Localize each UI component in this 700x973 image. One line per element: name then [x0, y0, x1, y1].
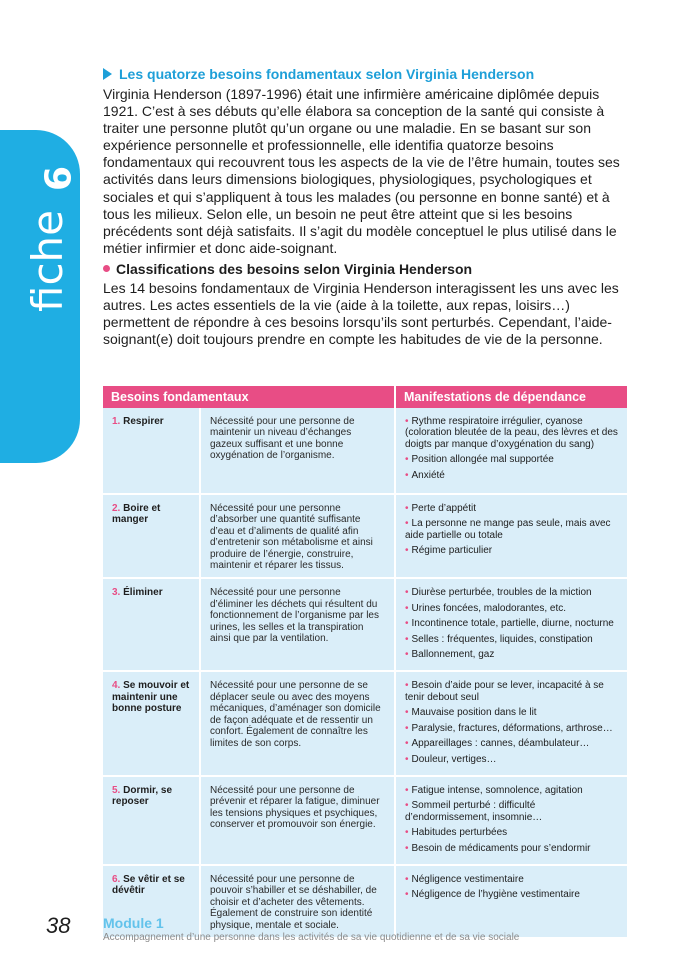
list-item [405, 827, 618, 838]
bullet-icon: • [405, 827, 409, 839]
module-title: Module 1 [103, 915, 164, 931]
manifestation-text: Paralysie, fractures, déformations, arthrose… [411, 722, 613, 734]
manifestation-text: Ballonnement, gaz [411, 649, 495, 661]
besoin-description: Nécessité pour une personne de prévenir et réparer la fatigue, diminuer les tensions physiques et psychiques, conserver et promouvoir son énergie. [200, 776, 395, 865]
list-item [405, 587, 618, 598]
list-item [405, 874, 618, 885]
besoin-number: 4. [112, 680, 121, 692]
bullet-icon: • [405, 707, 409, 719]
besoin-number: 6. [112, 873, 121, 885]
besoin-number: 5. [112, 784, 121, 796]
besoin-name-cell [103, 578, 200, 671]
besoin-name-cell [103, 408, 200, 494]
besoin-name-cell [103, 776, 200, 865]
section-title: Les quatorze besoins fondamentaux selon Virginia Henderson [119, 66, 535, 82]
manifestation-text: Anxiété [411, 469, 445, 481]
manifestation-text: Perte d’appétit [411, 503, 477, 514]
manifestations-cell [395, 671, 627, 775]
table-row [103, 671, 627, 775]
besoin-name: Dormir, se reposer [112, 784, 173, 808]
table-header-row [103, 386, 627, 408]
manifestation-text: Douleur, vertiges… [411, 753, 497, 765]
manifestation-text: Régime particulier [411, 545, 493, 557]
main-content [103, 66, 628, 348]
list-item [405, 754, 618, 765]
bullet-icon: • [405, 753, 409, 765]
manifestation-text: Besoin de médicaments pour s’endormir [411, 842, 591, 854]
manifestation-text: Appareillages : cannes, déambulateur… [411, 738, 590, 750]
list-item [405, 738, 618, 749]
besoin-name-cell [103, 494, 200, 578]
table-row [103, 494, 627, 578]
bullet-icon: • [405, 618, 409, 630]
manifestation-text: Incontinence totale, partielle, diurne, nocturne [411, 618, 614, 630]
manifestation-text: Négligence de l’hygiène vestimentaire [411, 889, 580, 901]
manifestation-text: Rythme respiratoire irrégulier, cyanose (coloration bleutée de la peau, des lèvres et des doigts par manque d’oxygénation du sang) [405, 416, 618, 450]
page-number: 38 [46, 913, 71, 938]
bullet-icon: • [405, 889, 409, 901]
manifestation-text: Fatigue intense, somnolence, agitation [411, 784, 583, 796]
list-item [405, 603, 618, 614]
table-row [103, 865, 627, 938]
subsection-heading [103, 261, 628, 277]
manifestation-text: Mauvaise position dans le lit [411, 707, 537, 719]
triangle-bullet-icon [103, 68, 112, 80]
manifestation-text: Urines foncées, malodorantes, etc. [411, 602, 567, 614]
header-manifestations: Manifestations de dépendance [395, 386, 627, 408]
list-item [405, 503, 618, 514]
manifestation-text: Diurèse perturbée, troubles de la miction [411, 587, 592, 599]
bullet-icon: • [405, 545, 409, 557]
subsection-title: Classifications des besoins selon Virginia Henderson [116, 260, 473, 277]
list-item [405, 518, 618, 541]
list-item [405, 545, 618, 556]
manifestations-list [405, 416, 618, 481]
besoin-name: Boire et manger [112, 503, 161, 526]
list-item [405, 723, 618, 734]
besoin-description: Nécessité pour une personne de pouvoir s’habiller et se déshabiller, de choisir et d’acheter des vêtements. Également de construire son identité physique, mentale et sociale. [200, 865, 395, 938]
bullet-icon: • [405, 873, 409, 885]
besoin-number: 3. [112, 587, 121, 599]
sub-paragraph: Les 14 besoins fondamentaux de Virginia Henderson interagissent les uns avec les autres. Les actes essentiels de la vie (aide à la toilette, aux repas, loisirs…) permettent de répondre à ces besoins lorsqu’ils sont perturbés. Cependant, l’aide-soignant(e) doit toujours prendre en compte les habitudes de vie de la personne. [103, 279, 619, 348]
fiche-label: fiche [23, 210, 72, 313]
bullet-icon: • [405, 469, 409, 481]
besoin-name: Éliminer [123, 587, 163, 599]
list-item [405, 470, 618, 481]
section-heading [103, 66, 628, 82]
besoins-table [103, 386, 627, 939]
list-item [405, 416, 618, 450]
table-row [103, 578, 627, 671]
bullet-icon: • [405, 680, 409, 692]
module-subtitle: Accompagnement d’une personne dans les activités de sa vie quotidienne et de sa vie sociale [103, 932, 520, 943]
besoin-description: Nécessité pour une personne de se déplacer seule ou avec des moyens mécaniques, d’aménager son domicile de façon adéquate et de ressentir un confort. Également de connaître les limites de son corps. [200, 671, 395, 775]
bullet-icon: • [405, 587, 409, 599]
list-item [405, 785, 618, 796]
bullet-icon: • [405, 454, 409, 466]
manifestations-cell [395, 494, 627, 578]
list-item [405, 707, 618, 718]
besoin-number: 2. [112, 503, 121, 514]
list-item [405, 649, 618, 660]
besoin-name-cell [103, 671, 200, 775]
manifestations-cell [395, 776, 627, 865]
manifestations-list [405, 874, 618, 901]
list-item [405, 618, 618, 629]
manifestations-list [405, 503, 618, 557]
besoin-name: Respirer [123, 416, 164, 427]
bullet-icon: • [405, 722, 409, 734]
bullet-icon: • [405, 518, 409, 530]
besoin-number: 1. [112, 416, 121, 427]
list-item [405, 800, 618, 823]
bullet-icon: • [405, 784, 409, 796]
bullet-icon: • [405, 800, 409, 812]
manifestation-text: Négligence vestimentaire [411, 873, 524, 885]
header-besoins: Besoins fondamentaux [103, 386, 395, 408]
bullet-icon: • [405, 649, 409, 661]
manifestations-cell [395, 865, 627, 938]
list-item [405, 634, 618, 645]
manifestation-text: Selles : fréquentes, liquides, constipation [411, 633, 593, 645]
manifestation-text: Position allongée mal supportée [411, 454, 554, 466]
besoin-description: Nécessité pour une personne d’absorber une quantité suffisante d’eau et d’aliments de qualité afin d’entretenir son métabolisme et ainsi produire de l’énergie, construire, maintenir et réparer les tissus. [200, 494, 395, 578]
bullet-icon: • [405, 633, 409, 645]
manifestation-text: Besoin d’aide pour se lever, incapacité à se tenir debout seul [405, 680, 604, 703]
table-row [103, 776, 627, 865]
table-row [103, 408, 627, 494]
manifestations-list [405, 680, 618, 764]
manifestation-text: Sommeil perturbé : difficulté d’endormissement, insomnie… [405, 800, 543, 823]
dot-bullet-icon [103, 265, 110, 272]
besoin-description: Nécessité pour une personne de maintenir un niveau d’échanges gazeux suffisant et une bonne oxygénation de l’organisme. [200, 408, 395, 494]
manifestations-list [405, 785, 618, 854]
manifestations-cell [395, 408, 627, 494]
list-item [405, 889, 618, 900]
list-item [405, 843, 618, 854]
manifestation-text: La personne ne mange pas seule, mais avec aide partielle ou totale [405, 518, 611, 541]
list-item [405, 454, 618, 465]
besoin-name: Se mouvoir et maintenir une bonne posture [112, 680, 190, 715]
bullet-icon: • [405, 842, 409, 854]
manifestation-text: Habitudes perturbées [411, 827, 508, 839]
bullet-icon: • [405, 602, 409, 614]
fiche-number: 9 [35, 165, 77, 192]
bullet-icon: • [405, 503, 409, 514]
besoin-name: Se vêtir et se dévêtir [112, 873, 185, 897]
bullet-icon: • [405, 416, 409, 427]
manifestations-list [405, 587, 618, 660]
manifestations-cell [395, 578, 627, 671]
besoin-description: Nécessité pour une personne d’éliminer les déchets qui résultent du fonctionnement de l’organisme par les urines, les selles et la transpiration ainsi que par la ventilation. [200, 578, 395, 671]
list-item [405, 680, 618, 703]
intro-paragraph: Virginia Henderson (1897-1996) était une infirmière américaine diplômée depuis 1921. C’est à ses débuts qu’elle élabora sa conception de la santé qui consiste à traiter une personne plutôt qu’un organe ou une maladie. En se basant sur son expérience personnelle et professionnelle, elle identifia quatorze besoins fondamentaux qui recouvrent tous les aspects de la vie de l’être humain, toutes ses activités dans leurs dimensions biologiques, physiologiques, psychologiques et sociales et qui s’appliquent à tous les malades (ou personne en bonne santé) et à tous les milieux. Selon elle, un besoin ne peut être atteint que si les besoins précédents sont déjà satisfaits. Il s’agit du modèle conceptuel le plus utilisé dans le métier infirmier et donc aide-soignant. [103, 86, 620, 256]
bullet-icon: • [405, 738, 409, 750]
